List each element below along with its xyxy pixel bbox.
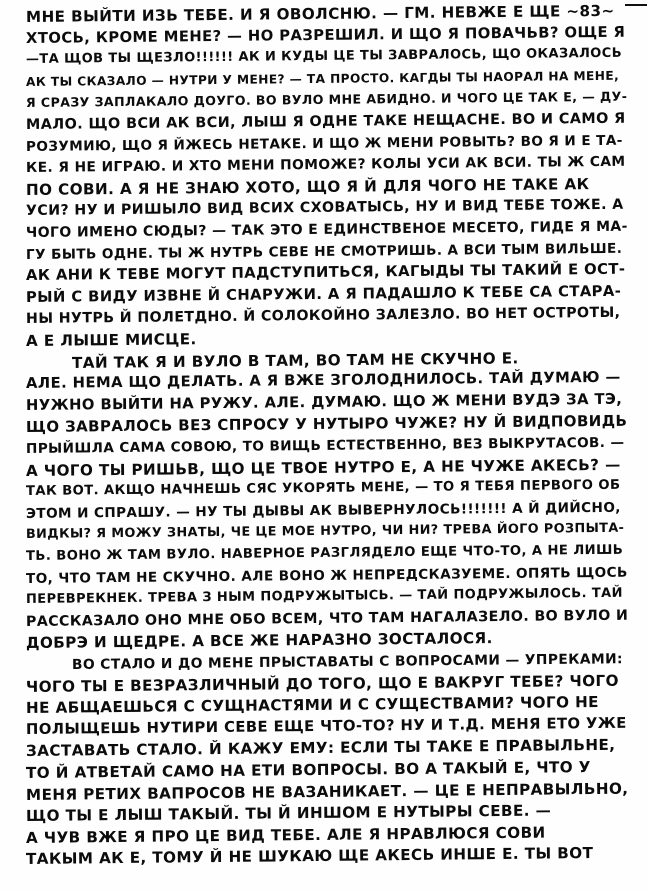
text-line-39: А ЧУВ ВЖЕ Я ПРО ЦЕ ВИД ТЕБЕ. АЛЕ Я НРАВЛЮСЯ СОВИ (25, 823, 546, 847)
text-line-34: ПОЛЫЩЕШЬ НУТИРИ СЕВЕ ЕЩЕ ЧТО-ТО? НУ И Т.Д. МЕНЯ ЕТО УЖЕ (25, 714, 627, 738)
text-line-19: НУЖНО ВЫЙТИ НА РУЖУ. АЛЕ. ДУМАЮ. ЩО Ж МЕНИ ВУДЭ ЗА ТЭ, (25, 390, 623, 414)
text-line-9: ПО СОВИ. А Я НЕ ЗНАЮ ХОТО, ЩО Я Й ДЛЯ ЧОГО НЕ ТАКЕ АК (25, 174, 590, 199)
text-line-28: ПЕРЕВРЕКНЕК. ТРЕВА З НЫМ ПОДРУЖЫТЫСЬ. — ТАЙ ПОДРУЖЫЛОСЬ. ТАЙ (25, 585, 623, 608)
text-line-1: МНЕ ВЫЙТИ ИЗЬ ТЕБЕ. И Я ОВОЛСНЮ. — ГМ. НЕВЖЕ Е ЩЕ ~83~ (25, 1, 615, 26)
text-line-38: ЩО ТЫ Е ЛЫШ ТАКЫЙ. ТЫ Й ИНШОМ Е НУТЫРЫ СЕВЕ. — (25, 801, 552, 826)
text-line-36: ТО Й АТВЕТАЙ САМО НА ЕТИ ВОПРОСЫ. ВО А ТАКЫЙ Е, ЧТО У (25, 758, 591, 782)
text-line-35: ЗАСТАВАТЬ СТАЛО. Й КАЖУ ЕМУ: ЕСЛИ ТЫ ТАКЕ Е ПРАВЫЛЬНЕ, (25, 736, 616, 761)
text-line-12: ГУ БЫТЬ ОДНЕ. ТЫ Ж НУТРЬ СЕВЕ НЕ СМОТРИШЬ. А ВСИ ТЫМ ВИЛЬШЕ. (25, 240, 623, 263)
text-line-31: ВО СТАЛО И ДО МЕНЕ ПРЫСТАВАТЫ С ВОПРОСАМИ — УПРЕКАМИ: (71, 651, 624, 673)
text-line-23: ТАК ВОТ. АКЩО НАЧНЕШЬ СЯС УКОРЯТЬ МЕНЕ, — ТО Я ТЕБЯ ПЕРВОГО ОБ (25, 477, 621, 500)
text-line-7: РОЗУМИЮ, ЩО Я ЙЖЕСЬ НЕТАКЕ. И ЩО Ж МЕНИ РОВЫТЬ? ВО Я И Е ТА- (25, 132, 623, 155)
text-line-2: ХТОСЬ, КРОМЕ МЕНЕ? — НО РАЗРЕШИЛ. И ЩО Я ПОВАЧЬВ? ОЩЕ Я (25, 23, 626, 47)
text-line-16: А Е ЛЫШЕ МИСЦЕ. (25, 330, 197, 350)
text-line-27: ТО, ЧТО ТАМ НЕ СКУЧНО. АЛЕ ВОНО Ж НЕПРЕДСКАЗУЕМЕ. ОПЯТЬ ЩОСЬ (25, 564, 628, 587)
text-line-33: НЕ АБЩАЕШЬСЯ С СУЩНАСТЯМИ И С СУЩЕСТВАМИ? ЧОГО НЕ (25, 693, 600, 718)
text-line-40: ТАКЫМ АК Е, ТОМУ Й НЕ ШУКАЮ ЩЕ АКЕСЬ ИНШЕ Е. ТЫ ВОТ (25, 844, 594, 869)
text-line-13: АК АНИ К ТЕВЕ МОГУТ ПАДСТУПИТЬСЯ, КАГЫДЫ ТЫ ТАКИЙ Е ОСТ- (25, 260, 626, 285)
text-line-22: А ЧОГО ТЫ РИШЬВ, ЩО ЦЕ ТВОЕ НУТРО Е, А НЕ ЧУЖЕ АКЕСЬ? — (25, 455, 621, 480)
text-line-14: РЫЙ С ВИДУ ИЗВНЕ Й СНАРУЖИ. А Я ПАДАШЛО К ТЕБЕ СА СТАРА- (25, 282, 622, 306)
text-line-25: ВИДКЫ? Я МОЖУ ЗНАТЫ, ЧЕ ЦЕ МОЕ НУТРО, ЧИ НИ? ТРЕВА ЙОГО РОЗПЫТА- (25, 521, 625, 543)
text-line-10: УСИ? НУ И РИШЫЛО ВИД ВСИХ СХОВАТЫСЬ, НУ И ВИД ТЕБЕ ТОЖЕ. А (25, 197, 624, 220)
text-line-24: ЭТОМ И СПРАШУ. — НУ ТЫ ДЫВЫ АК ВЫВЕРНУЛОСЬ!!!!!!! А Й ДИЙСНО, (25, 499, 621, 522)
corner-rule (625, 4, 647, 6)
text-line-11: ЧОГО ИМЕНО СЮДЫ? — ТАК ЭТО Е ЕДИНСТВЕНОЕ МЕСЕТО, ГИДЕ Я МА- (25, 218, 628, 241)
text-line-6: МАЛО. ЩО ВСИ АК ВСИ, ЛЫШ Я ОДНЕ ТАКЕ НЕЩАСНЕ. ВО И САМО Я (25, 110, 626, 133)
text-line-3: —ТА ЩОВ ТЫ ЩЕЗЛО!!!!!! АК И КУДЫ ЦЕ ТЫ ЗАВРАЛОСЬ, ЩО ОКАЗАЛОСЬ (25, 45, 623, 68)
text-line-8: КЕ. Я НЕ ИГРАЮ. И ХТО МЕНИ ПОМОЖЕ? КОЛЫ УСИ АК ВСИ. ТЫ Ж САМ (25, 153, 626, 177)
text-line-26: ТЬ. ВОНО Ж ТАМ ВУЛО. НАВЕРНОЕ РАЗГЛЯДЕЛО ЕЩЕ ЧТО-ТО, А НЕ ЛИШЬ (25, 542, 624, 564)
text-line-30: ДОБРЭ И ЩЕДРЕ. А ВСЕ ЖЕ НАРАЗНО ЗОСТАЛОСЯ. (25, 629, 493, 653)
text-line-17: ТАЙ ТАК Я И ВУЛО В ТАМ, ВО ТАМ НЕ СКУЧНО Е. (71, 348, 519, 372)
text-line-5: Я СРАЗУ ЗАПЛАКАЛО ДОУГО. ВО ВУЛО МНЕ АБИДНО. И ЧОГО ЦЕ ТАК Е, — ДУ- (25, 89, 628, 111)
text-line-32: ЧОГО ТЫ Е ВЕЗРАЗЛИЧНЫЙ ДО ТОГО, ЩО Е ВАКРУГ ТЕБЕ? ЧОГО (25, 671, 619, 696)
text-line-20: ЩО ЗАВРАЛОСЬ ВЕЗ СПРОСУ У НУТЫРО ЧУЖЕ? НУ Й ВИДПОВИДЬ (25, 412, 628, 437)
text-line-29: РАССКАЗАЛО ОНО МНЕ ОБО ВСЕМ, ЧТО ТАМ НАГАЛАЗЕЛО. ВО ВУЛО И (25, 607, 629, 630)
text-line-4: АК ТЫ СКАЗАЛО — НУТРИ У МЕНЕ? — ТА ПРОСТО. КАГДЫ ТЫ НАОРАЛ НА МЕНЕ, (25, 68, 620, 89)
text-line-37: МЕНЯ РЕТИХ ВАПРОСОВ НЕ ВАЗАНИКАЕТ. — ЦЕ Е НЕПРАВЫЛЬНО, (25, 779, 629, 804)
text-line-18: АЛЕ. НЕМА ЩО ДЕЛАТЬ. А Я ВЖЕ ЗГОЛОДНИЛОСЬ. ТАЙ ДУМАЮ — (25, 368, 621, 393)
text-line-21: ПРЫЙШЛА САМА СОВОЮ, ТО ВИЩЬ ЕСТЕСТВЕННО, ВЕЗ ВЫКРУТАСОВ. — (25, 434, 625, 457)
text-line-15: НЫ НУТРЬ Й ПОЛЕТДНО. Й СОЛОКОЙНО ЗАЛЕЗЛО. ВО НЕТ ОСТРОТЫ, (25, 305, 621, 328)
